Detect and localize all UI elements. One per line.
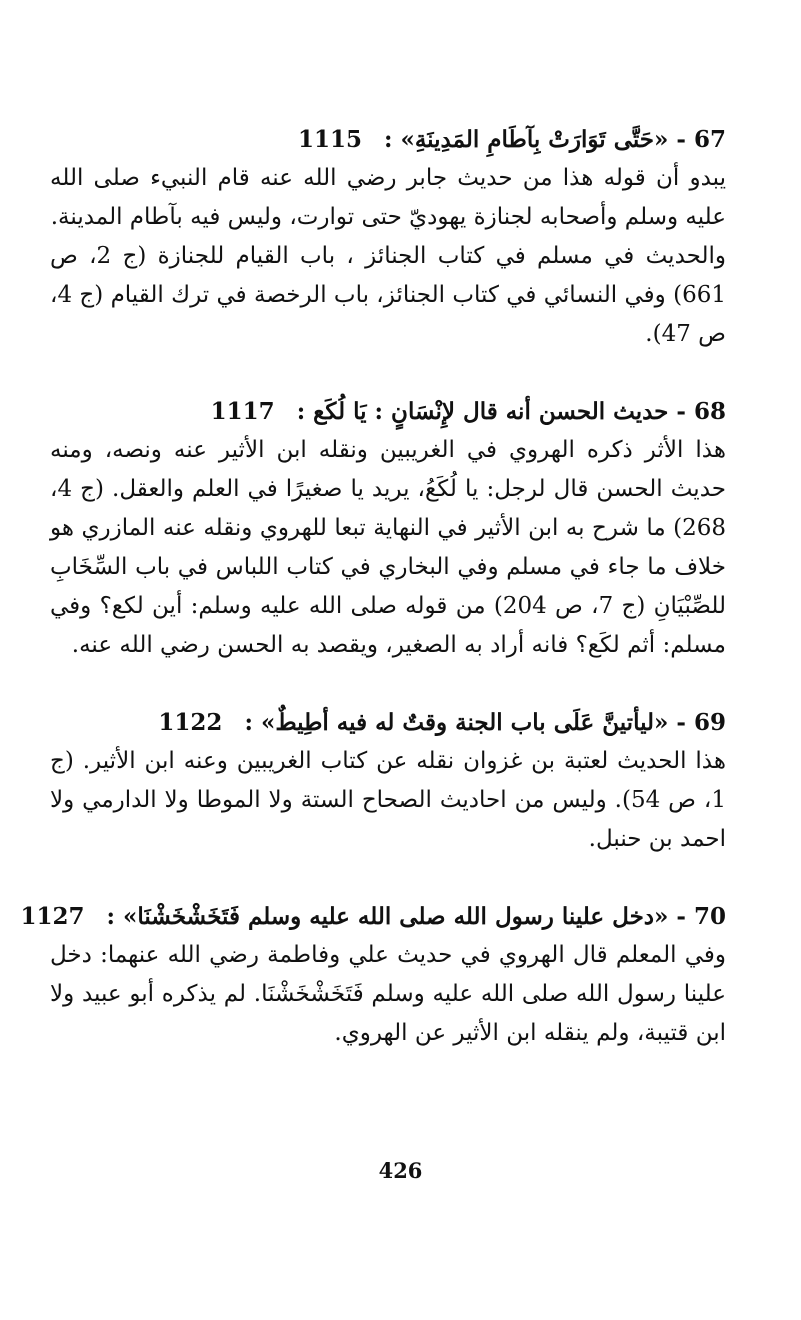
- entry-paragraph: هذا الحديث لعتبة بن غزوان نقله عن كتاب الغريبين وعنه ابن الأثير. (ج 1، ص 54). وليس من احاديث الصحاح الستة ولا الموطا ولا الدارمي ولا احمد بن حنبل.: [50, 748, 726, 852]
- entry-number: 68: [693, 398, 726, 425]
- entry-title: حديث الحسن أنه قال لإِنْسَانٍ : يَا لُكَع :: [296, 398, 669, 425]
- entry-paragraph: يبدو أن قوله هذا من حديث جابر رضي الله عنه قام النبيء صلى الله عليه وسلم وأصحابه لجنازة يهوديّ حتى توارت، وليس فيه بآطام المدينة.: [50, 165, 726, 230]
- entry-69: [50, 703, 726, 859]
- entry-heading: [50, 703, 726, 742]
- page-body: [20, 120, 727, 1091]
- entry-67: [50, 120, 726, 354]
- entry-70: [20, 897, 726, 1053]
- entry-page-ref: 1115: [297, 126, 362, 153]
- entry-number: 70: [693, 903, 726, 930]
- entry-page-ref: 1127: [20, 903, 85, 930]
- entry-heading: [20, 897, 726, 936]
- entry-page-ref: 1122: [158, 709, 223, 736]
- entry-dash: -: [668, 709, 686, 736]
- entry-dash: -: [668, 398, 686, 425]
- entry-title: «ليأتينَّ عَلَى باب الجنة وقتٌ له فيه أطِيطٌ» :: [244, 709, 669, 736]
- entry-paragraph: والحديث في مسلم في كتاب الجنائز ، باب القيام للجنازة (ج 2، ص 661) وفي النسائي في كتاب الجنائز، باب الرخصة في ترك القيام (ج 4، ص 47).: [50, 243, 727, 347]
- entry-paragraph: هذا الأثر ذكره الهروي في الغريبين ونقله ابن الأثير عنه ونصه، ومنه حديث الحسن قال لرجل: يا لُكَعُ، يريد يا صغيرًا في العلم والعقل. (ج 4، 268) ما شرح به ابن الأثير في النهاية تبعا للهروي ونقله عنه المازري هو خلاف ما جاء في مسلم وفي البخاري في كتاب اللباس في باب السِّخَابِ للصِّبْيَانِ (ج 7، ص 204) من قوله صلى الله عليه وسلم: أين لكع؟ وفي مسلم: أثم لكَع؟ فانه أراد به الصغير، ويقصد به الحسن رضي الله عنه.: [50, 437, 726, 658]
- entry-number: 69: [693, 709, 726, 736]
- entry-number: 67: [693, 126, 726, 153]
- entry-68: [50, 392, 726, 665]
- entry-page-ref: 1117: [210, 398, 275, 425]
- entry-dash: -: [668, 903, 686, 930]
- entry-heading: [50, 120, 726, 159]
- entry-heading: [50, 392, 726, 431]
- page-number: 426: [378, 1158, 423, 1183]
- entry-title: «حَتَّى تَوَارَتْ بِآطَامِ المَدِينَةِ» :: [383, 126, 669, 153]
- entry-title: «دخل علينا رسول الله صلى الله عليه وسلم فَتَخَشْخَشْنَا» :: [106, 903, 669, 930]
- entry-dash: -: [668, 126, 686, 153]
- entry-paragraph: وفي المعلم قال الهروي في حديث علي وفاطمة رضي الله عنهما: دخل علينا رسول الله صلى الله عليه وسلم فَتَخَشْخَشْنَا. لم يذكره أبو عبيد ولا ابن قتيبة، ولم ينقله ابن الأثير عن الهروي.: [50, 942, 726, 1046]
